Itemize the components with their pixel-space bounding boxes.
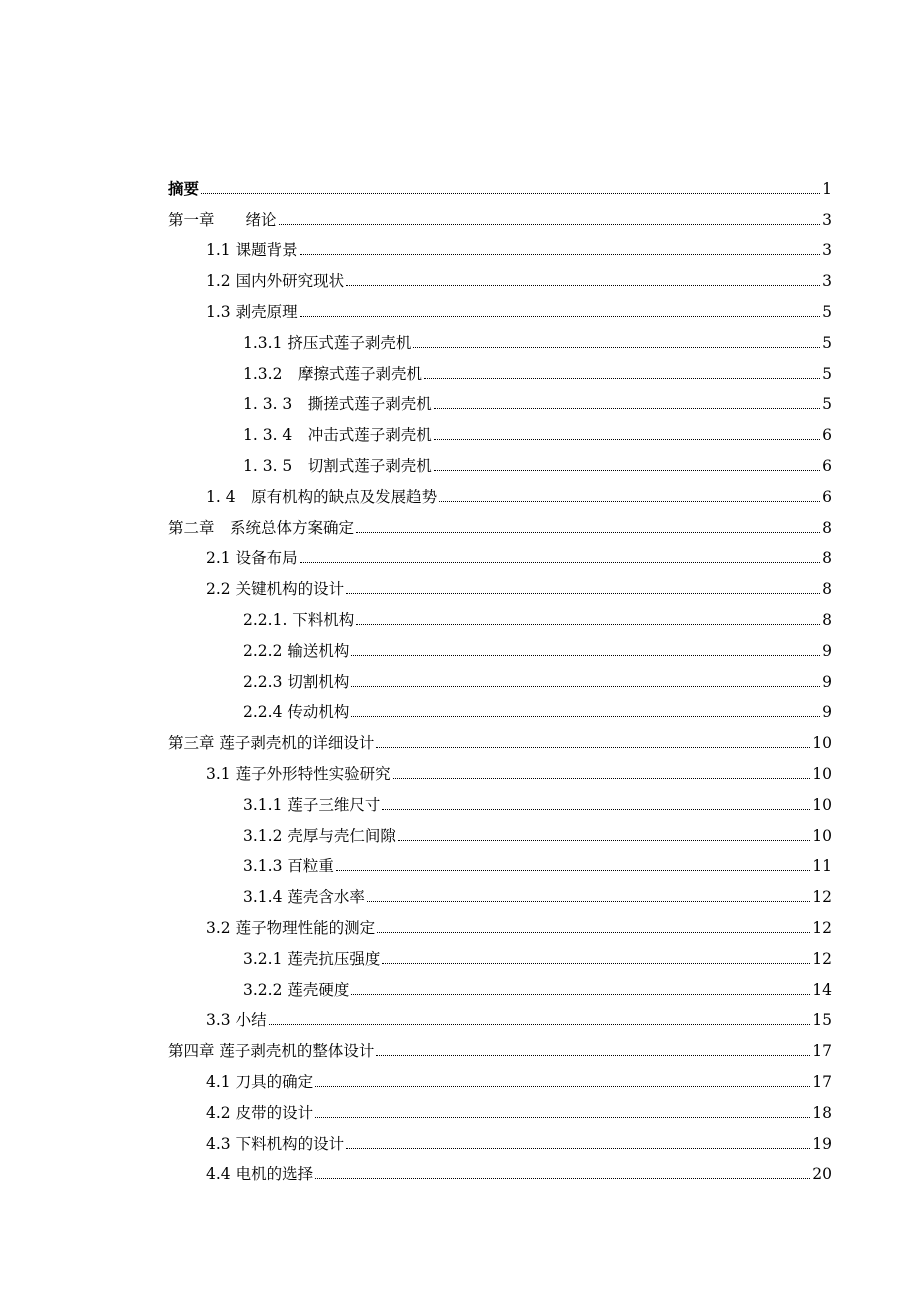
dot-leader: [300, 316, 821, 317]
toc-page-number: 10: [812, 764, 832, 783]
dot-leader: [434, 470, 820, 471]
toc-entry-2-1[interactable]: [168, 537, 832, 568]
table-of-contents: [168, 167, 832, 1183]
dot-leader: [315, 1117, 810, 1118]
toc-entry-1-1[interactable]: [168, 229, 832, 260]
toc-page-number: 9: [822, 672, 832, 691]
dot-leader: [376, 747, 810, 748]
dot-leader: [351, 994, 810, 995]
toc-page-number: 6: [822, 487, 832, 506]
toc-entry-title: 2.2.3 切割机构: [243, 672, 350, 691]
toc-entry-title: 1. 3. 3 撕搓式莲子剥壳机: [243, 395, 432, 414]
toc-entry-2-2-3[interactable]: [168, 660, 832, 691]
toc-page-number: 8: [822, 610, 832, 629]
toc-page-number: 17: [812, 1042, 832, 1061]
toc-entry-4-1[interactable]: [168, 1060, 832, 1091]
dot-leader: [351, 686, 820, 687]
toc-entry-3-2[interactable]: [168, 906, 832, 937]
toc-entry-1-3-3[interactable]: [168, 383, 832, 414]
toc-entry-title: 4.3 下料机构的设计: [206, 1134, 345, 1153]
dot-leader: [382, 809, 810, 810]
toc-entry-3-1-3[interactable]: [168, 845, 832, 876]
toc-entry-3-1-4[interactable]: [168, 875, 832, 906]
toc-entry-3-1-2[interactable]: [168, 814, 832, 845]
toc-page-number: 10: [812, 795, 832, 814]
toc-entry-1-3-5[interactable]: [168, 444, 832, 475]
dot-leader: [300, 562, 821, 563]
toc-entry-4-4[interactable]: [168, 1153, 832, 1184]
dot-leader: [336, 870, 810, 871]
toc-entry-chapter-4[interactable]: [168, 1029, 832, 1060]
toc-entry-2-2-2[interactable]: [168, 629, 832, 660]
toc-entry-1-3-4[interactable]: [168, 413, 832, 444]
toc-entry-title: 2.2.2 输送机构: [243, 641, 350, 660]
toc-entry-title: 3.2.2 莲壳硬度: [243, 980, 350, 999]
toc-entry-title: 4.2 皮带的设计: [206, 1103, 314, 1122]
dot-leader: [279, 224, 821, 225]
toc-page-number: 8: [822, 549, 832, 568]
dot-leader: [351, 655, 820, 656]
toc-page-number: 9: [822, 703, 832, 722]
toc-entry-title: 4.4 电机的选择: [206, 1165, 314, 1184]
dot-leader: [413, 347, 820, 348]
toc-entry-3-2-2[interactable]: [168, 968, 832, 999]
toc-entry-title: 3.1 莲子外形特性实验研究: [206, 764, 391, 783]
dot-leader: [356, 624, 820, 625]
dot-leader: [434, 439, 820, 440]
toc-page-number: 19: [812, 1134, 832, 1153]
toc-entry-1-3-1[interactable]: [168, 321, 832, 352]
toc-entry-title: 1. 3. 4 冲击式莲子剥壳机: [243, 426, 432, 445]
dot-leader: [346, 593, 820, 594]
toc-entry-title: 2.2 关键机构的设计: [206, 580, 345, 599]
toc-page-number: 3: [822, 241, 832, 260]
toc-page-number: 10: [812, 826, 832, 845]
toc-entry-1-4[interactable]: [168, 475, 832, 506]
toc-entry-title: 3.1.2 壳厚与壳仁间隙: [243, 826, 396, 845]
toc-entry-title: 4.1 刀具的确定: [206, 1072, 314, 1091]
toc-entry-title: 第三章 莲子剥壳机的详细设计: [168, 734, 375, 753]
dot-leader: [300, 254, 821, 255]
toc-page-number: 18: [812, 1103, 832, 1122]
dot-leader: [382, 963, 810, 964]
toc-entry-title: 2.1 设备布局: [206, 549, 298, 568]
dot-leader: [424, 378, 820, 379]
dot-leader: [201, 193, 820, 194]
toc-page-number: 8: [822, 518, 832, 537]
toc-page-number: 5: [822, 395, 832, 414]
toc-entry-abstract[interactable]: [168, 167, 832, 198]
toc-entry-4-3[interactable]: [168, 1122, 832, 1153]
toc-entry-title: 3.1.4 莲壳含水率: [243, 888, 365, 907]
toc-page-number: 11: [812, 857, 832, 876]
toc-page-number: 17: [812, 1072, 832, 1091]
dot-leader: [315, 1178, 810, 1179]
dot-leader: [367, 901, 810, 902]
toc-entry-3-1-1[interactable]: [168, 783, 832, 814]
toc-entry-2-2-1[interactable]: [168, 598, 832, 629]
toc-entry-title: 第一章 绪论: [168, 210, 277, 229]
toc-entry-title: 第四章 莲子剥壳机的整体设计: [168, 1042, 375, 1061]
toc-entry-title: 1. 3. 5 切割式莲子剥壳机: [243, 456, 432, 475]
toc-page-number: 5: [822, 333, 832, 352]
toc-page-number: 3: [822, 272, 832, 291]
dot-leader: [351, 716, 820, 717]
dot-leader: [269, 1024, 811, 1025]
toc-page-number: 6: [822, 456, 832, 475]
toc-page-number: 6: [822, 426, 832, 445]
toc-page-number: 3: [822, 210, 832, 229]
dot-leader: [346, 1148, 810, 1149]
toc-entry-3-3[interactable]: [168, 999, 832, 1030]
dot-leader: [434, 408, 820, 409]
toc-entry-title: 3.1.3 百粒重: [243, 857, 334, 876]
toc-entry-title: 1. 4 原有机构的缺点及发展趋势: [206, 487, 438, 506]
toc-page-number: 1: [822, 179, 832, 198]
toc-entry-chapter-1[interactable]: [168, 198, 832, 229]
dot-leader: [315, 1086, 810, 1087]
toc-entry-title: 1.3.1 挤压式莲子剥壳机: [243, 333, 412, 352]
dot-leader: [377, 932, 810, 933]
toc-entry-title: 3.2 莲子物理性能的测定: [206, 918, 376, 937]
toc-entry-chapter-2[interactable]: [168, 506, 832, 537]
toc-entry-title: 1.3.2 摩擦式莲子剥壳机: [243, 364, 422, 383]
dot-leader: [393, 778, 811, 779]
toc-page-number: 12: [812, 918, 832, 937]
toc-entry-2-2[interactable]: [168, 567, 832, 598]
dot-leader: [439, 501, 820, 502]
toc-page-number: 12: [812, 888, 832, 907]
toc-entry-1-3[interactable]: [168, 290, 832, 321]
toc-page-number: 5: [822, 364, 832, 383]
toc-entry-2-2-4[interactable]: [168, 691, 832, 722]
toc-entry-title: 1.1 课题背景: [206, 241, 298, 260]
toc-entry-3-2-1[interactable]: [168, 937, 832, 968]
toc-entry-title: 1.2 国内外研究现状: [206, 272, 345, 291]
toc-page-number: 12: [812, 949, 832, 968]
toc-entry-1-3-2[interactable]: [168, 352, 832, 383]
toc-entry-title: 3.2.1 莲壳抗压强度: [243, 949, 381, 968]
toc-entry-3-1[interactable]: [168, 752, 832, 783]
toc-page-number: 15: [812, 1011, 832, 1030]
toc-entry-title: 3.1.1 莲子三维尺寸: [243, 795, 381, 814]
dot-leader: [376, 1055, 810, 1056]
toc-page-number: 9: [822, 641, 832, 660]
toc-page-number: 10: [812, 734, 832, 753]
toc-entry-title: 第二章 系统总体方案确定: [168, 518, 355, 537]
dot-leader: [356, 532, 820, 533]
toc-page-number: 14: [812, 980, 832, 999]
toc-entry-1-2[interactable]: [168, 259, 832, 290]
toc-entry-title: 摘要: [168, 178, 200, 198]
toc-entry-title: 2.2.4 传动机构: [243, 703, 350, 722]
dot-leader: [346, 285, 820, 286]
toc-entry-4-2[interactable]: [168, 1091, 832, 1122]
toc-page-number: 5: [822, 302, 832, 321]
toc-entry-title: 3.3 小结: [206, 1011, 267, 1030]
dot-leader: [398, 840, 810, 841]
toc-page-number: 8: [822, 580, 832, 599]
toc-entry-title: 2.2.1. 下料机构: [243, 610, 355, 629]
toc-entry-chapter-3[interactable]: [168, 721, 832, 752]
toc-page-number: 20: [812, 1165, 832, 1184]
toc-entry-title: 1.3 剥壳原理: [206, 302, 298, 321]
